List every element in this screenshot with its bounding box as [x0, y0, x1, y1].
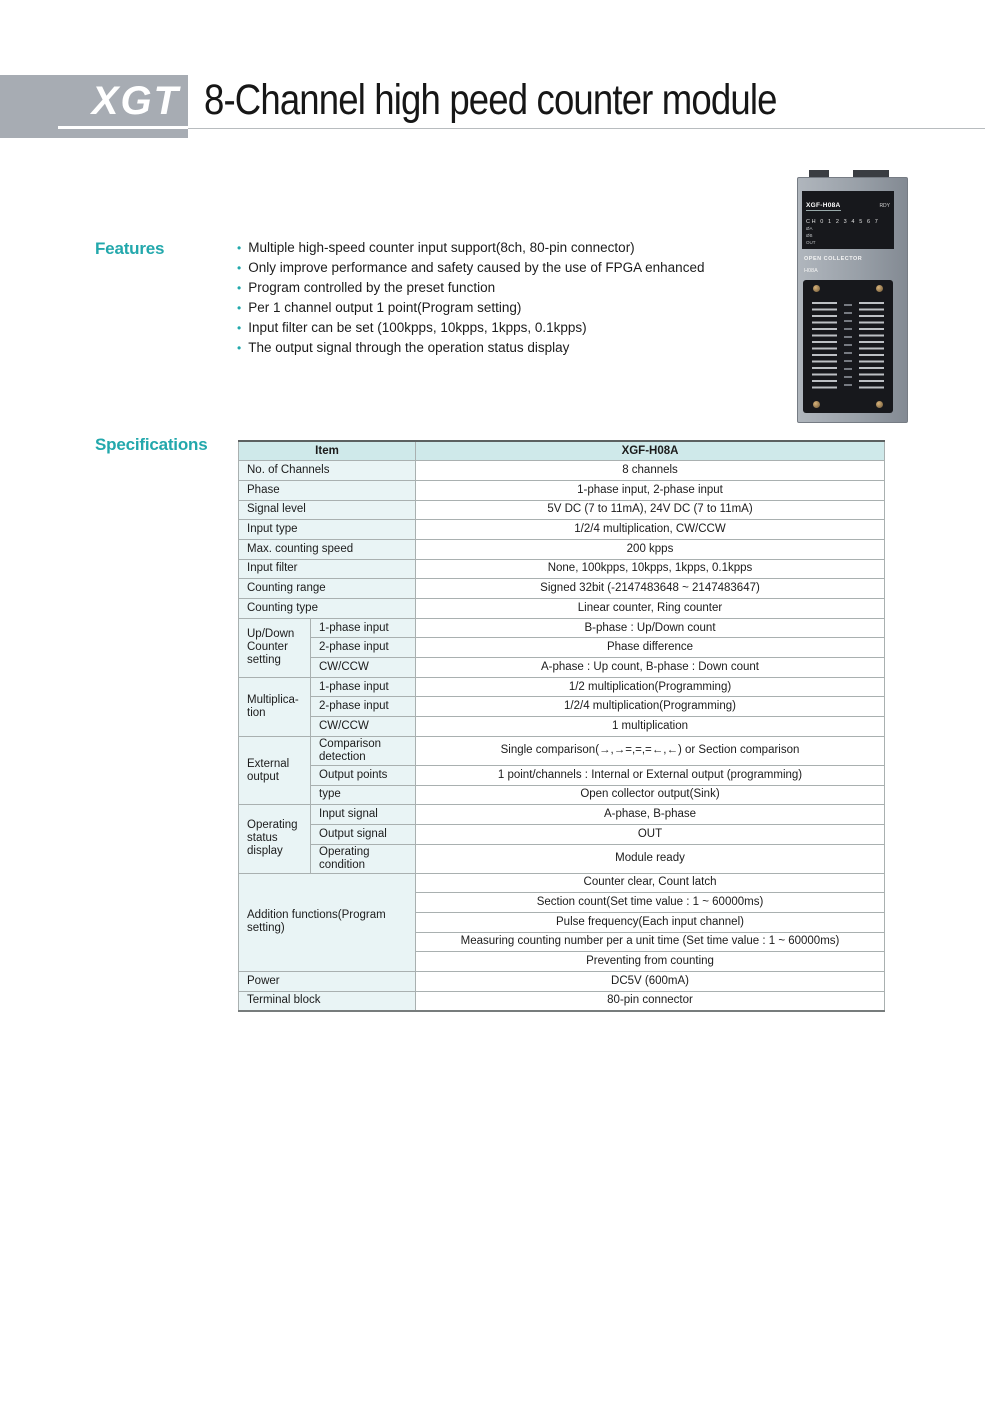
module-band-text1: OPEN COLLECTOR	[804, 256, 863, 262]
spec-cell-item: Terminal block	[239, 991, 416, 1011]
module-label-panel	[802, 191, 894, 249]
spec-cell-value: 80-pin connector	[416, 991, 885, 1011]
spec-cell-sub: Operating condition	[311, 844, 416, 873]
module-body	[797, 177, 908, 423]
feature-text: Multiple high-speed counter input support(8ch, 80-pin connector)	[248, 240, 635, 255]
module-band	[804, 256, 893, 274]
spec-row	[239, 638, 885, 658]
spec-cell-item: Power	[239, 972, 416, 992]
spec-table-body	[239, 461, 885, 1011]
spec-cell-value: 1-phase input, 2-phase input	[416, 480, 885, 500]
spec-cell-group: Operating status display	[239, 805, 311, 873]
spec-cell-value: Signed 32bit (-2147483648 ~ 2147483647)	[416, 579, 885, 599]
pin-column-right	[859, 302, 884, 389]
spec-cell-value: Linear counter, Ring counter	[416, 599, 885, 619]
module-model-label: XGF-H08A	[806, 202, 841, 209]
module-product-image	[797, 169, 908, 423]
spec-cell-value: 1 point/channels : Internal or External output (programming)	[416, 765, 885, 785]
spec-row	[239, 500, 885, 520]
spec-cell-value: Measuring counting number per a unit time (Set time value : 1 ~ 60000ms)	[416, 932, 885, 952]
spec-cell-sub: CW/CCW	[311, 658, 416, 678]
spec-cell-sub: Input signal	[311, 805, 416, 825]
spec-row	[239, 873, 885, 893]
spec-cell-item: Counting range	[239, 579, 416, 599]
spec-cell-value: Pulse frequency(Each input channel)	[416, 912, 885, 932]
spec-cell-group: Multiplica-tion	[239, 677, 311, 736]
spec-cell-value: 1 multiplication	[416, 717, 885, 737]
spec-row	[239, 579, 885, 599]
spec-cell-item: Max. counting speed	[239, 539, 416, 559]
spec-cell-sub: type	[311, 785, 416, 805]
spec-cell-item: Input filter	[239, 559, 416, 579]
bullet-icon: •	[237, 341, 242, 355]
bullet-icon: •	[237, 261, 242, 275]
logo-underline	[58, 126, 188, 129]
module-band-text2: H08A	[804, 268, 818, 274]
spec-cell-item: Signal level	[239, 500, 416, 520]
module-channel-row: CH 0 1 2 3 4 5 6 7	[806, 219, 880, 225]
spec-cell-sub: 1-phase input	[311, 677, 416, 697]
spec-cell-item: Phase	[239, 480, 416, 500]
spec-row	[239, 559, 885, 579]
spec-cell-sub: 2-phase input	[311, 697, 416, 717]
module-led-label-out: OUT	[806, 240, 816, 245]
feature-text: Input filter can be set (100kpps, 10kpps, 1kpps, 0.1kpps)	[248, 320, 587, 335]
spec-header-row	[239, 441, 885, 461]
spec-cell-sub: Output points	[311, 765, 416, 785]
module-connector-block	[803, 280, 893, 413]
module-led-label-a: ØA	[806, 226, 813, 231]
feature-item	[237, 298, 704, 318]
spec-row	[239, 972, 885, 992]
spec-cell-sub: 1-phase input	[311, 618, 416, 638]
spec-cell-value: Section count(Set time value : 1 ~ 60000ms)	[416, 893, 885, 913]
spec-row	[239, 618, 885, 638]
spec-cell-value: DC5V (600mA)	[416, 972, 885, 992]
xgt-logo	[0, 75, 188, 138]
features-heading: Features	[95, 239, 165, 258]
spec-cell-sub: Output signal	[311, 824, 416, 844]
spec-header-value: XGF-H08A	[416, 441, 885, 461]
screw-icon	[876, 285, 883, 292]
spec-row	[239, 599, 885, 619]
bullet-icon: •	[237, 241, 242, 255]
header-rule	[188, 128, 985, 129]
spec-row	[239, 824, 885, 844]
feature-text: Only improve performance and safety caused by the use of FPGA enhanced	[248, 260, 705, 275]
spec-row	[239, 785, 885, 805]
spec-cell-value: 5V DC (7 to 11mA), 24V DC (7 to 11mA)	[416, 500, 885, 520]
spec-row	[239, 991, 885, 1011]
screw-icon	[813, 285, 820, 292]
pin-column-center	[844, 304, 852, 387]
spec-row	[239, 520, 885, 540]
spec-cell-value: Preventing from counting	[416, 952, 885, 972]
spec-cell-value: A-phase, B-phase	[416, 805, 885, 825]
module-led-label-b: ØB	[806, 233, 813, 238]
feature-text: Per 1 channel output 1 point(Program setting)	[248, 300, 522, 315]
spec-cell-item: Input type	[239, 520, 416, 540]
spec-cell-sub: CW/CCW	[311, 717, 416, 737]
feature-item	[237, 278, 704, 298]
spec-row	[239, 677, 885, 697]
spec-cell-value: A-phase : Up count, B-phase : Down count	[416, 658, 885, 678]
spec-cell-item: Counting type	[239, 599, 416, 619]
spec-row	[239, 844, 885, 873]
spec-cell-sub: 2-phase input	[311, 638, 416, 658]
spec-cell-value: None, 100kpps, 10kpps, 1kpps, 0.1kpps	[416, 559, 885, 579]
spec-row	[239, 480, 885, 500]
spec-row	[239, 658, 885, 678]
spec-cell-group: Addition functions(Program setting)	[239, 873, 416, 971]
feature-item	[237, 258, 704, 278]
feature-text: The output signal through the operation status display	[248, 340, 570, 355]
feature-item	[237, 238, 704, 258]
xgt-logo-text: XGT	[91, 79, 180, 123]
specifications-heading: Specifications	[95, 435, 208, 454]
spec-cell-value: Single comparison(→,→=,=,=←,←) or Section comparison	[416, 736, 885, 765]
spec-cell-value: Module ready	[416, 844, 885, 873]
bullet-icon: •	[237, 301, 242, 315]
screw-icon	[876, 401, 883, 408]
spec-cell-group: Up/Down Counter setting	[239, 618, 311, 677]
spec-row	[239, 461, 885, 481]
spec-row	[239, 736, 885, 765]
bullet-icon: •	[237, 321, 242, 335]
spec-header-item: Item	[239, 441, 416, 461]
spec-cell-sub: Comparison detection	[311, 736, 416, 765]
module-rdy-label: RDY	[879, 203, 890, 209]
spec-cell-group: External output	[239, 736, 311, 804]
spec-cell-value: 8 channels	[416, 461, 885, 481]
spec-cell-value: OUT	[416, 824, 885, 844]
spec-cell-value: B-phase : Up/Down count	[416, 618, 885, 638]
spec-row	[239, 717, 885, 737]
spec-cell-value: Phase difference	[416, 638, 885, 658]
spec-cell-value: Open collector output(Sink)	[416, 785, 885, 805]
feature-item	[237, 338, 704, 358]
spec-cell-value: Counter clear, Count latch	[416, 873, 885, 893]
spec-cell-value: 1/2/4 multiplication(Programming)	[416, 697, 885, 717]
screw-icon	[813, 401, 820, 408]
feature-text: Program controlled by the preset function	[248, 280, 496, 295]
page-title: 8-Channel high peed counter module	[204, 76, 777, 124]
spec-cell-item: No. of Channels	[239, 461, 416, 481]
spec-cell-value: 200 kpps	[416, 539, 885, 559]
spec-row	[239, 765, 885, 785]
spec-cell-value: 1/2/4 multiplication, CW/CCW	[416, 520, 885, 540]
bullet-icon: •	[237, 281, 242, 295]
features-list	[237, 238, 704, 358]
feature-item	[237, 318, 704, 338]
spec-cell-value: 1/2 multiplication(Programming)	[416, 677, 885, 697]
specifications-table	[238, 440, 885, 1012]
spec-row	[239, 539, 885, 559]
pin-column-left	[812, 302, 837, 389]
spec-row	[239, 697, 885, 717]
spec-row	[239, 805, 885, 825]
